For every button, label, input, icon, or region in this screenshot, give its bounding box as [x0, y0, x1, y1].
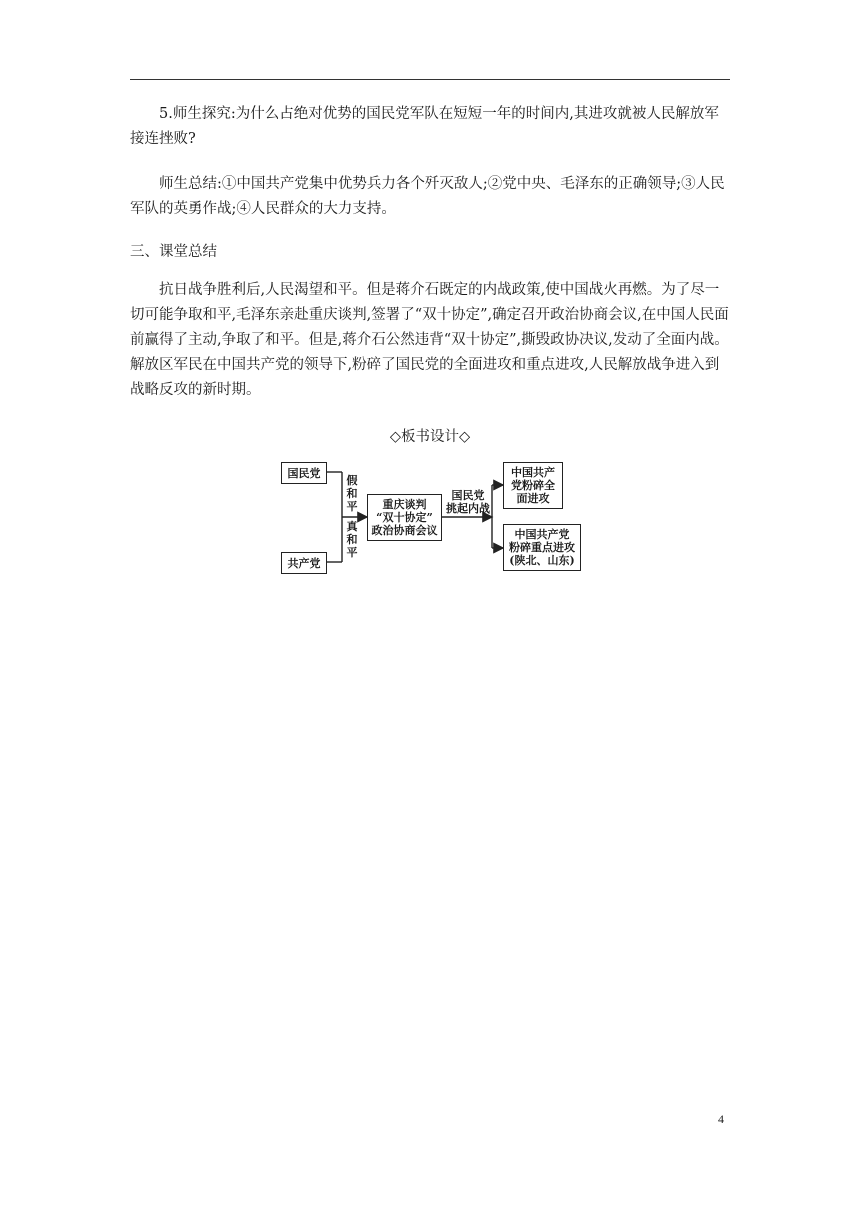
- fake-peace-label: 假 和 平: [346, 474, 358, 513]
- paragraph-inquiry: 5.师生探究:为什么占绝对优势的国民党军队在短短一年的时间内,其进攻就被人民解放军接连挫败?: [130, 106, 719, 147]
- result-full-offensive-box: 中国共产 党粉碎全 面进攻: [503, 462, 563, 509]
- header-rule: [130, 79, 730, 80]
- section-heading: 三、课堂总结: [130, 244, 217, 260]
- paragraph-summary: 师生总结:①中国共产党集中优势兵力各个歼灭敌人;②党中央、毛泽东的正确领导;③人民军队的英勇作战;④人民群众的大力支持。: [130, 176, 725, 217]
- page-number: 4: [718, 1112, 724, 1126]
- civil-war-arrow-label: 国民党 挑起内战: [446, 489, 490, 515]
- real-peace-label: 真 和 平: [346, 520, 358, 559]
- chongqing-talks-box: 重庆谈判 “双十协定” 政治协商会议: [367, 494, 442, 541]
- board-design-title: ◇板书设计◇: [389, 429, 471, 445]
- paragraph-class-summary: 抗日战争胜利后,人民渴望和平。但是蒋介石既定的内战政策,使中国战火再燃。为了尽一切可能争取和平,毛泽东亲赴重庆谈判,签署了“双十协定”,确定召开政治协商会议,在中国人民面前赢得了主动,争取了和平。但是,蒋介石公然违背“双十协定”,撕毁政协决议,发动了全面内战。解放区军民在中国共产党的领导下,粉碎了国民党的全面进攻和重点进攻,人民解放战争进入到战略反攻的新时期。: [130, 282, 729, 398]
- kmt-box: 国民党: [281, 462, 327, 484]
- cpc-box: 共产党: [281, 552, 327, 574]
- result-key-offensive-box: 中国共产党 粉碎重点进攻 (陕北、山东): [503, 524, 581, 571]
